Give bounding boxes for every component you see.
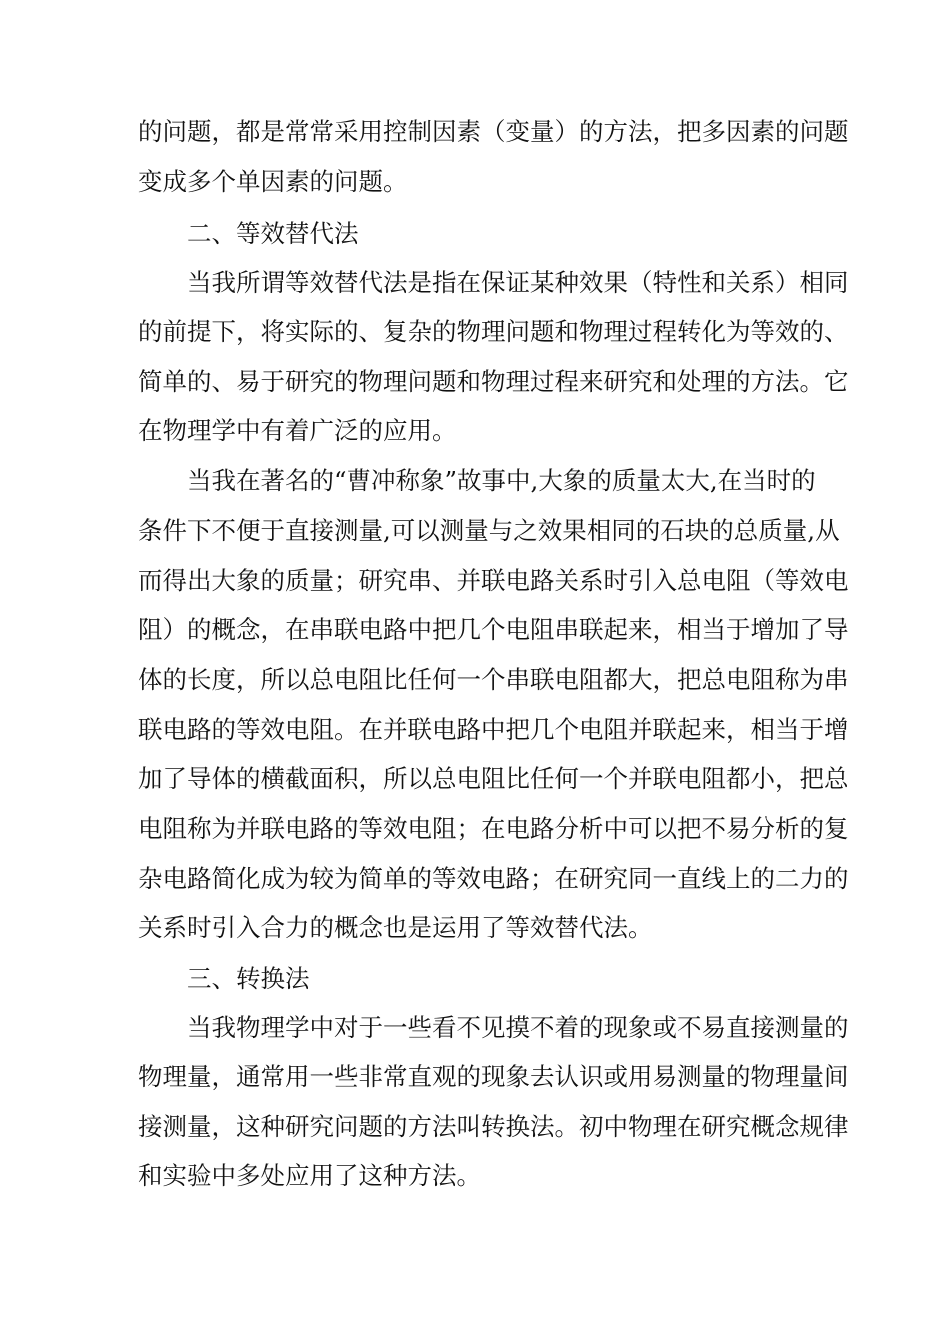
text-line: 关系时引入合力的概念也是运用了等效替代法。 (138, 913, 653, 942)
text-line: 和实验中多处应用了这种方法。 (138, 1161, 481, 1190)
paragraph-first-line: 当我物理学中对于一些看不见摸不着的现象或不易直接测量的 (187, 1013, 849, 1042)
text-line: 联电路的等效电阻。在并联电路中把几个电阻并联起来，相当于增 (138, 715, 849, 744)
text-line: 而得出大象的质量；研究串、并联电路关系时引入总电阻（等效电 (138, 566, 849, 595)
text-line: 加了导体的横截面积，所以总电阻比任何一个并联电阻都小，把总 (138, 764, 849, 793)
text-line: 杂电路简化成为较为简单的等效电路；在研究同一直线上的二力的 (138, 864, 849, 893)
paragraph-first-line: 当我所谓等效替代法是指在保证某种效果（特性和关系）相同 (187, 268, 849, 297)
section-heading: 三、转换法 (187, 964, 310, 993)
text-line: 阻）的概念，在串联电路中把几个电阻串联起来，相当于增加了导 (138, 615, 849, 644)
text-line: 简单的、易于研究的物理问题和物理过程来研究和处理的方法。它 (138, 367, 849, 396)
text-line: 的前提下，将实际的、复杂的物理问题和物理过程转化为等效的、 (138, 317, 849, 346)
text-line: 接测量，这种研究问题的方法叫转换法。初中物理在研究概念规律 (138, 1112, 849, 1141)
text-line: 条件下不便于直接测量,可以测量与之效果相同的石块的总质量,从 (138, 516, 840, 545)
text-line: 变成多个单因素的问题。 (138, 167, 408, 196)
paragraph-first-line: 当我在著名的“曹冲称象”故事中,大象的质量太大,在当时的 (187, 466, 816, 495)
section-heading: 二、等效替代法 (187, 219, 359, 248)
text-line: 体的长度，所以总电阻比任何一个串联电阻都大，把总电阻称为串 (138, 665, 849, 694)
text-line: 物理量，通常用一些非常直观的现象去认识或用易测量的物理量间 (138, 1062, 849, 1091)
text-line: 在物理学中有着广泛的应用。 (138, 416, 457, 445)
text-line: 的问题，都是常常采用控制因素（变量）的方法，把多因素的问题 (138, 117, 849, 146)
text-line: 电阻称为并联电路的等效电阻；在电路分析中可以把不易分析的复 (138, 814, 849, 843)
